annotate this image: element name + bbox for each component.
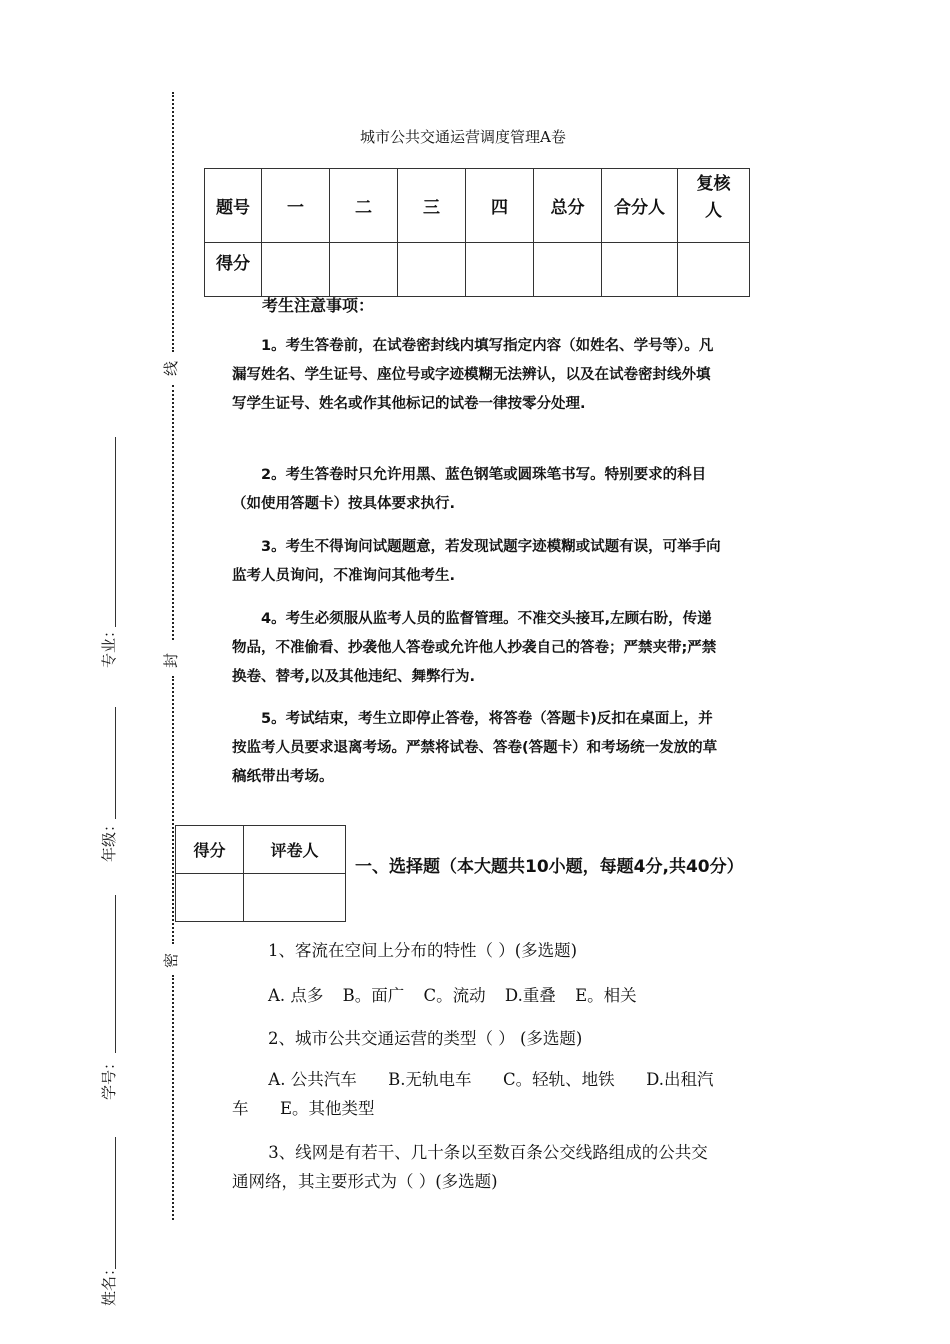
section-title: 一、选择题（本大题共10小题，每题4分,共40分） [355,857,744,877]
student-id-field-line[interactable] [115,895,116,1053]
notice-item-3 [232,533,724,591]
q1-option-b[interactable]: B。面广 [342,986,405,1005]
q1-option-c[interactable]: C。流动 [423,986,486,1005]
grader-table [175,825,346,922]
score-header-reviewer-text: 复核人 [696,174,731,221]
question-2-options [232,1065,724,1123]
question-3 [232,1138,724,1196]
notice-text-5: 5。考试结束，考生立即停止答卷，将答卷（答题卡)反扣在桌面上，并按监考人员要求退离考场。严禁将试卷、答卷(答题卡）和考场统一发放的草稿纸带出考场。 [232,711,718,785]
question-1-stem: 1、客流在空间上分布的特性（ ）(多选题) [268,941,578,960]
notice-text-3: 3。考生不得询问试题题意，若发现试题字迹模糊或试题有误，可举手向监考人员询问，不准询问其他考生. [232,539,721,584]
score-table [204,168,750,297]
notice-text-2: 2。考生答卷时只允许用黑、蓝色钢笔或圆珠笔书写。特别要求的科目（如使用答题卡）按具体要求执行. [232,467,707,512]
notice-text-4: 4。考生必须服从监考人员的监督管理。不准交头接耳,左顾右盼，传递物品，不准偷看、抄袭他人答卷或允许他人抄袭自己的答卷；严禁夹带;严禁换卷、替考,以及其他违纪、舞弊行为. [232,611,717,685]
score-header-label: 题号 [205,169,262,243]
seal-dotted-line-bottom [172,975,174,1220]
notice-text-1: 1。考生答卷前，在试卷密封线内填写指定内容（如姓名、学号等）。凡漏写姓名、学生证号、座位号或字迹模糊无法辨认，以及在试卷密封线外填写学生证号、姓名或作其他标记的试卷一律按零分处理. [232,338,714,412]
grader-name-cell[interactable] [244,874,346,922]
notice-item-5 [232,705,724,792]
seal-dotted-line-mid1 [172,385,174,640]
name-label: 姓名： [100,1260,118,1306]
score-header-q4: 四 [466,169,534,243]
score-header-adder: 合分人 [602,169,678,243]
major-label: 专业： [100,622,118,668]
major-field-line[interactable] [115,437,116,627]
grader-name-label: 评卷人 [244,826,346,874]
score-header-reviewer [678,169,750,243]
student-id-label: 学号： [100,1054,118,1100]
notice-item-1 [232,332,724,419]
seal-dotted-line-mid2 [172,676,174,944]
score-cell-q1[interactable] [262,243,330,297]
score-cell-reviewer[interactable] [678,243,750,297]
notice-item-2 [232,461,724,519]
score-header-q2: 二 [330,169,398,243]
grader-score-cell[interactable] [176,874,244,922]
notice-heading: 考生注意事项： [262,296,375,315]
question-1-options [268,982,651,1006]
score-cell-adder[interactable] [602,243,678,297]
score-cell-total[interactable] [534,243,602,297]
q1-option-e[interactable]: E。相关 [575,986,637,1005]
score-header-q1: 一 [262,169,330,243]
score-header-total: 总分 [534,169,602,243]
notice-item-4 [232,605,724,692]
margin-char-secret: 密 [162,952,181,969]
margin-char-line: 线 [162,360,181,377]
q1-option-a[interactable]: A. 点多 [268,986,324,1005]
grade-label: 年级： [100,816,118,862]
score-cell-q4[interactable] [466,243,534,297]
score-cell-q2[interactable] [330,243,398,297]
question-2-stem: 2、城市公共交通运营的类型（ ） (多选题) [268,1029,583,1048]
score-header-q3: 三 [398,169,466,243]
exam-title: 城市公共交通运营调度管理A卷 [360,128,566,146]
seal-dotted-line-top [172,92,174,352]
name-field-line[interactable] [115,1137,116,1269]
question-3-stem: 3、线网是有若干、几十条以至数百条公交线路组成的公共交通网络，其主要形式为（ ）(多选题) [232,1143,708,1191]
q1-option-d[interactable]: D.重叠 [504,986,556,1005]
score-cell-q3[interactable] [398,243,466,297]
score-row-label: 得分 [205,243,262,297]
grader-score-label: 得分 [176,826,244,874]
margin-char-seal: 封 [162,652,181,669]
q2-options-text[interactable]: A. 公共汽车 B.无轨电车 C。轻轨、地铁 D.出租汽车 E。其他类型 [232,1070,714,1118]
grade-field-line[interactable] [115,707,116,819]
